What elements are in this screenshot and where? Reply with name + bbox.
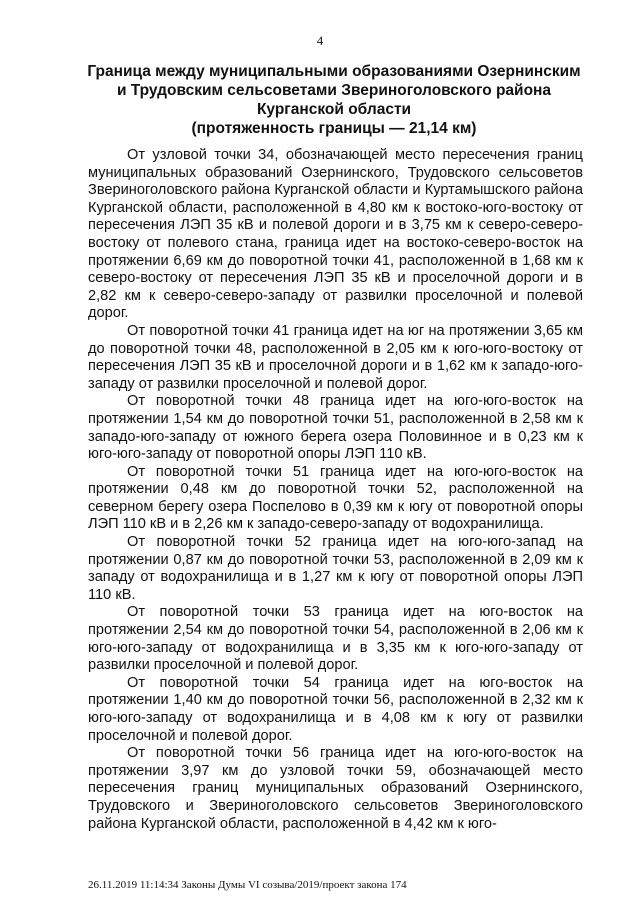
title-line-1: Граница между муниципальными образованиями Озернинским bbox=[87, 63, 581, 80]
document-body bbox=[88, 147, 583, 833]
paragraph: От поворотной точки 51 граница идет на юго-юго-восток на протяжении 0,48 км до поворотной точки 52, расположенной на северном берегу озера Поспелово в 0,39 км к югу от поворотной опоры ЛЭП 110 кВ и в 2,26 км к западо-северо-западу от водохранилища. bbox=[88, 463, 583, 533]
page-number: 4 bbox=[316, 33, 324, 48]
paragraph: От поворотной точки 48 граница идет на юго-юго-восток на протяжении 1,54 км до поворотной точки 51, расположенной в 2,58 км к западо-юго-западу от южного берега озера Половинное и в 0,23 км к юго-юго-западу от поворотной опоры ЛЭП 110 кВ. bbox=[88, 393, 583, 463]
paragraph: От узловой точки 34, обозначающей место пересечения границ муниципальных образований Озернинского, Трудовского сельсоветов Звериноголовского района Курганской области и Куртамышского района Курганской области, расположенной в 4,80 км к востоко-юго-востоку от пересечения ЛЭП 35 кВ и полевой дороги и в 3,75 км к северо-северо-востоку от полевого стана, граница идет на востоко-северо-восток на протяжении 6,69 км до поворотной точки 41, расположенной в 1,68 км к северо-востоку от пересечения ЛЭП 35 кВ и проселочной дороги и в 2,82 км к северо-северо-западу от развилки проселочной и полевой дорог. bbox=[88, 147, 583, 322]
paragraph: От поворотной точки 56 граница идет на юго-юго-восток на протяжении 3,97 км до узловой точки 59, обозначающей место пересечения границ муниципальных образований Озернинского, Трудовского и Звериноголовского сельсоветов Звериноголовского района Курганской области, расположенной в 4,42 км к юго- bbox=[88, 745, 583, 832]
title-line-3: Курганской области bbox=[256, 101, 412, 118]
title-line-2: и Трудовским сельсоветами Звериноголовского района bbox=[116, 82, 552, 99]
title-line-4: (протяженность границы — 21,14 км) bbox=[191, 120, 477, 137]
paragraph: От поворотной точки 52 граница идет на юго-юго-запад на протяжении 0,87 км до поворотной точки 53, расположенной в 2,09 км к западу от водохранилища и в 1,27 км к югу от поворотной опоры ЛЭП 110 кВ. bbox=[88, 534, 583, 603]
paragraph: От поворотной точки 54 граница идет на юго-восток на протяжении 1,40 км до поворотной точки 56, расположенной в 2,32 км к юго-юго-западу от водохранилища и в 4,08 км к югу от развилки проселочной и полевой дорог. bbox=[88, 674, 583, 744]
paragraph: От поворотной точки 41 граница идет на юг на протяжении 3,65 км до поворотной точки 48, расположенной в 2,05 км к юго-юго-востоку от пересечения ЛЭП 35 кВ и проселочной дороги и в 1,62 км к западо-юго-западу от развилки проселочной и полевой дорог. bbox=[88, 322, 583, 392]
document-title bbox=[86, 62, 582, 138]
document-footer: 26.11.2019 11:14:34 Законы Думы VI созыва/2019/проект закона 174 bbox=[88, 879, 407, 891]
paragraph: От поворотной точки 53 граница идет на юго-восток на протяжении 2,54 км до поворотной точки 54, расположенной в 2,06 км к юго-юго-западу от водохранилища и в 3,35 км к юго-юго-западу от развилки проселочной и полевой дорог. bbox=[88, 604, 583, 674]
